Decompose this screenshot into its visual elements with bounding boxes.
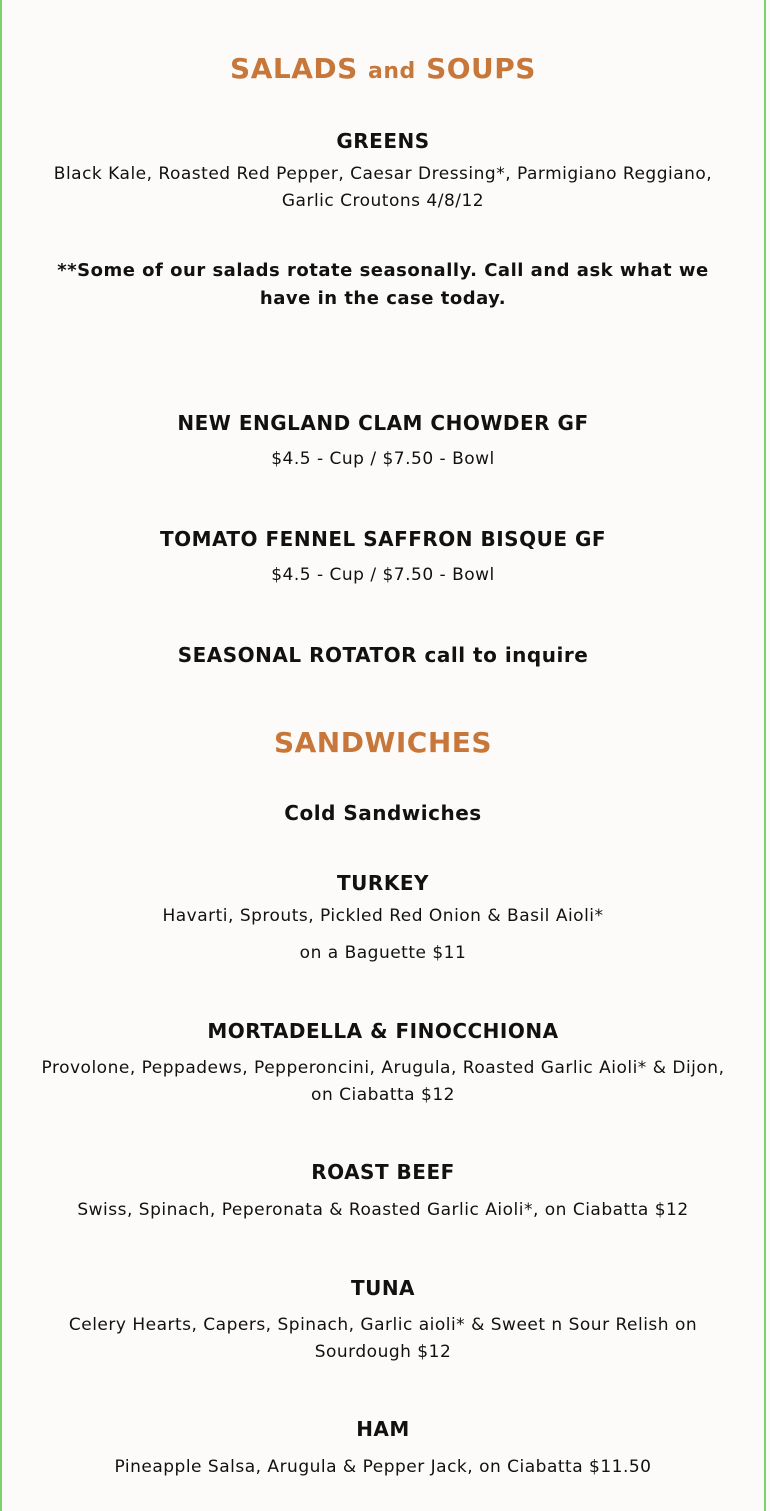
tomato-bisque-price: $4.5 - Cup / $7.50 - Bowl (271, 565, 495, 585)
greens-name: GREENS (336, 129, 430, 153)
seasonal-rotator-name: SEASONAL ROTATOR call to inquire (177, 643, 589, 667)
salads-heading-word: SALADS (230, 52, 358, 85)
clam-chowder-name: NEW ENGLAND CLAM CHOWDER GF (177, 411, 589, 435)
sandwiches-heading: SANDWICHES (273, 726, 493, 759)
and-heading-word: and (368, 59, 416, 84)
tomato-bisque-name: TOMATO FENNEL SAFFRON BISQUE GF (159, 527, 607, 551)
turkey-description: Havarti, Sprouts, Pickled Red Onion & Basil Aioli* (162, 906, 604, 926)
seasonal-salads-note: **Some of our salads rotate seasonally. Call and ask what we have in the case today. (57, 260, 709, 309)
mortadella-name: MORTADELLA & FINOCCHIONA (207, 1019, 559, 1043)
ham-description: Pineapple Salsa, Arugula & Pepper Jack, on Ciabatta $11.50 (114, 1457, 652, 1477)
cold-sandwiches-subheading: Cold Sandwiches (284, 801, 482, 825)
turkey-name: TURKEY (337, 871, 429, 895)
tuna-name: TUNA (350, 1276, 416, 1300)
roast-beef-description: Swiss, Spinach, Peperonata & Roasted Garlic Aioli*, on Ciabatta $12 (77, 1200, 689, 1220)
clam-chowder-price: $4.5 - Cup / $7.50 - Bowl (271, 449, 495, 469)
tuna-description: Celery Hearts, Capers, Spinach, Garlic aioli* & Sweet n Sour Relish on Sourdough $12 (68, 1315, 698, 1362)
greens-description: Black Kale, Roasted Red Pepper, Caesar Dressing*, Parmigiano Reggiano, Garlic Croutons 4/8/12 (53, 164, 713, 211)
mortadella-description: Provolone, Peppadews, Pepperoncini, Arugula, Roasted Garlic Aioli* & Dijon, on Ciabatta $12 (41, 1058, 725, 1105)
roast-beef-name: ROAST BEEF (311, 1160, 455, 1184)
soups-heading-word: SOUPS (426, 52, 536, 85)
ham-name: HAM (356, 1417, 410, 1441)
salads-soups-heading (2, 52, 764, 85)
turkey-bread: on a Baguette $11 (299, 943, 467, 963)
